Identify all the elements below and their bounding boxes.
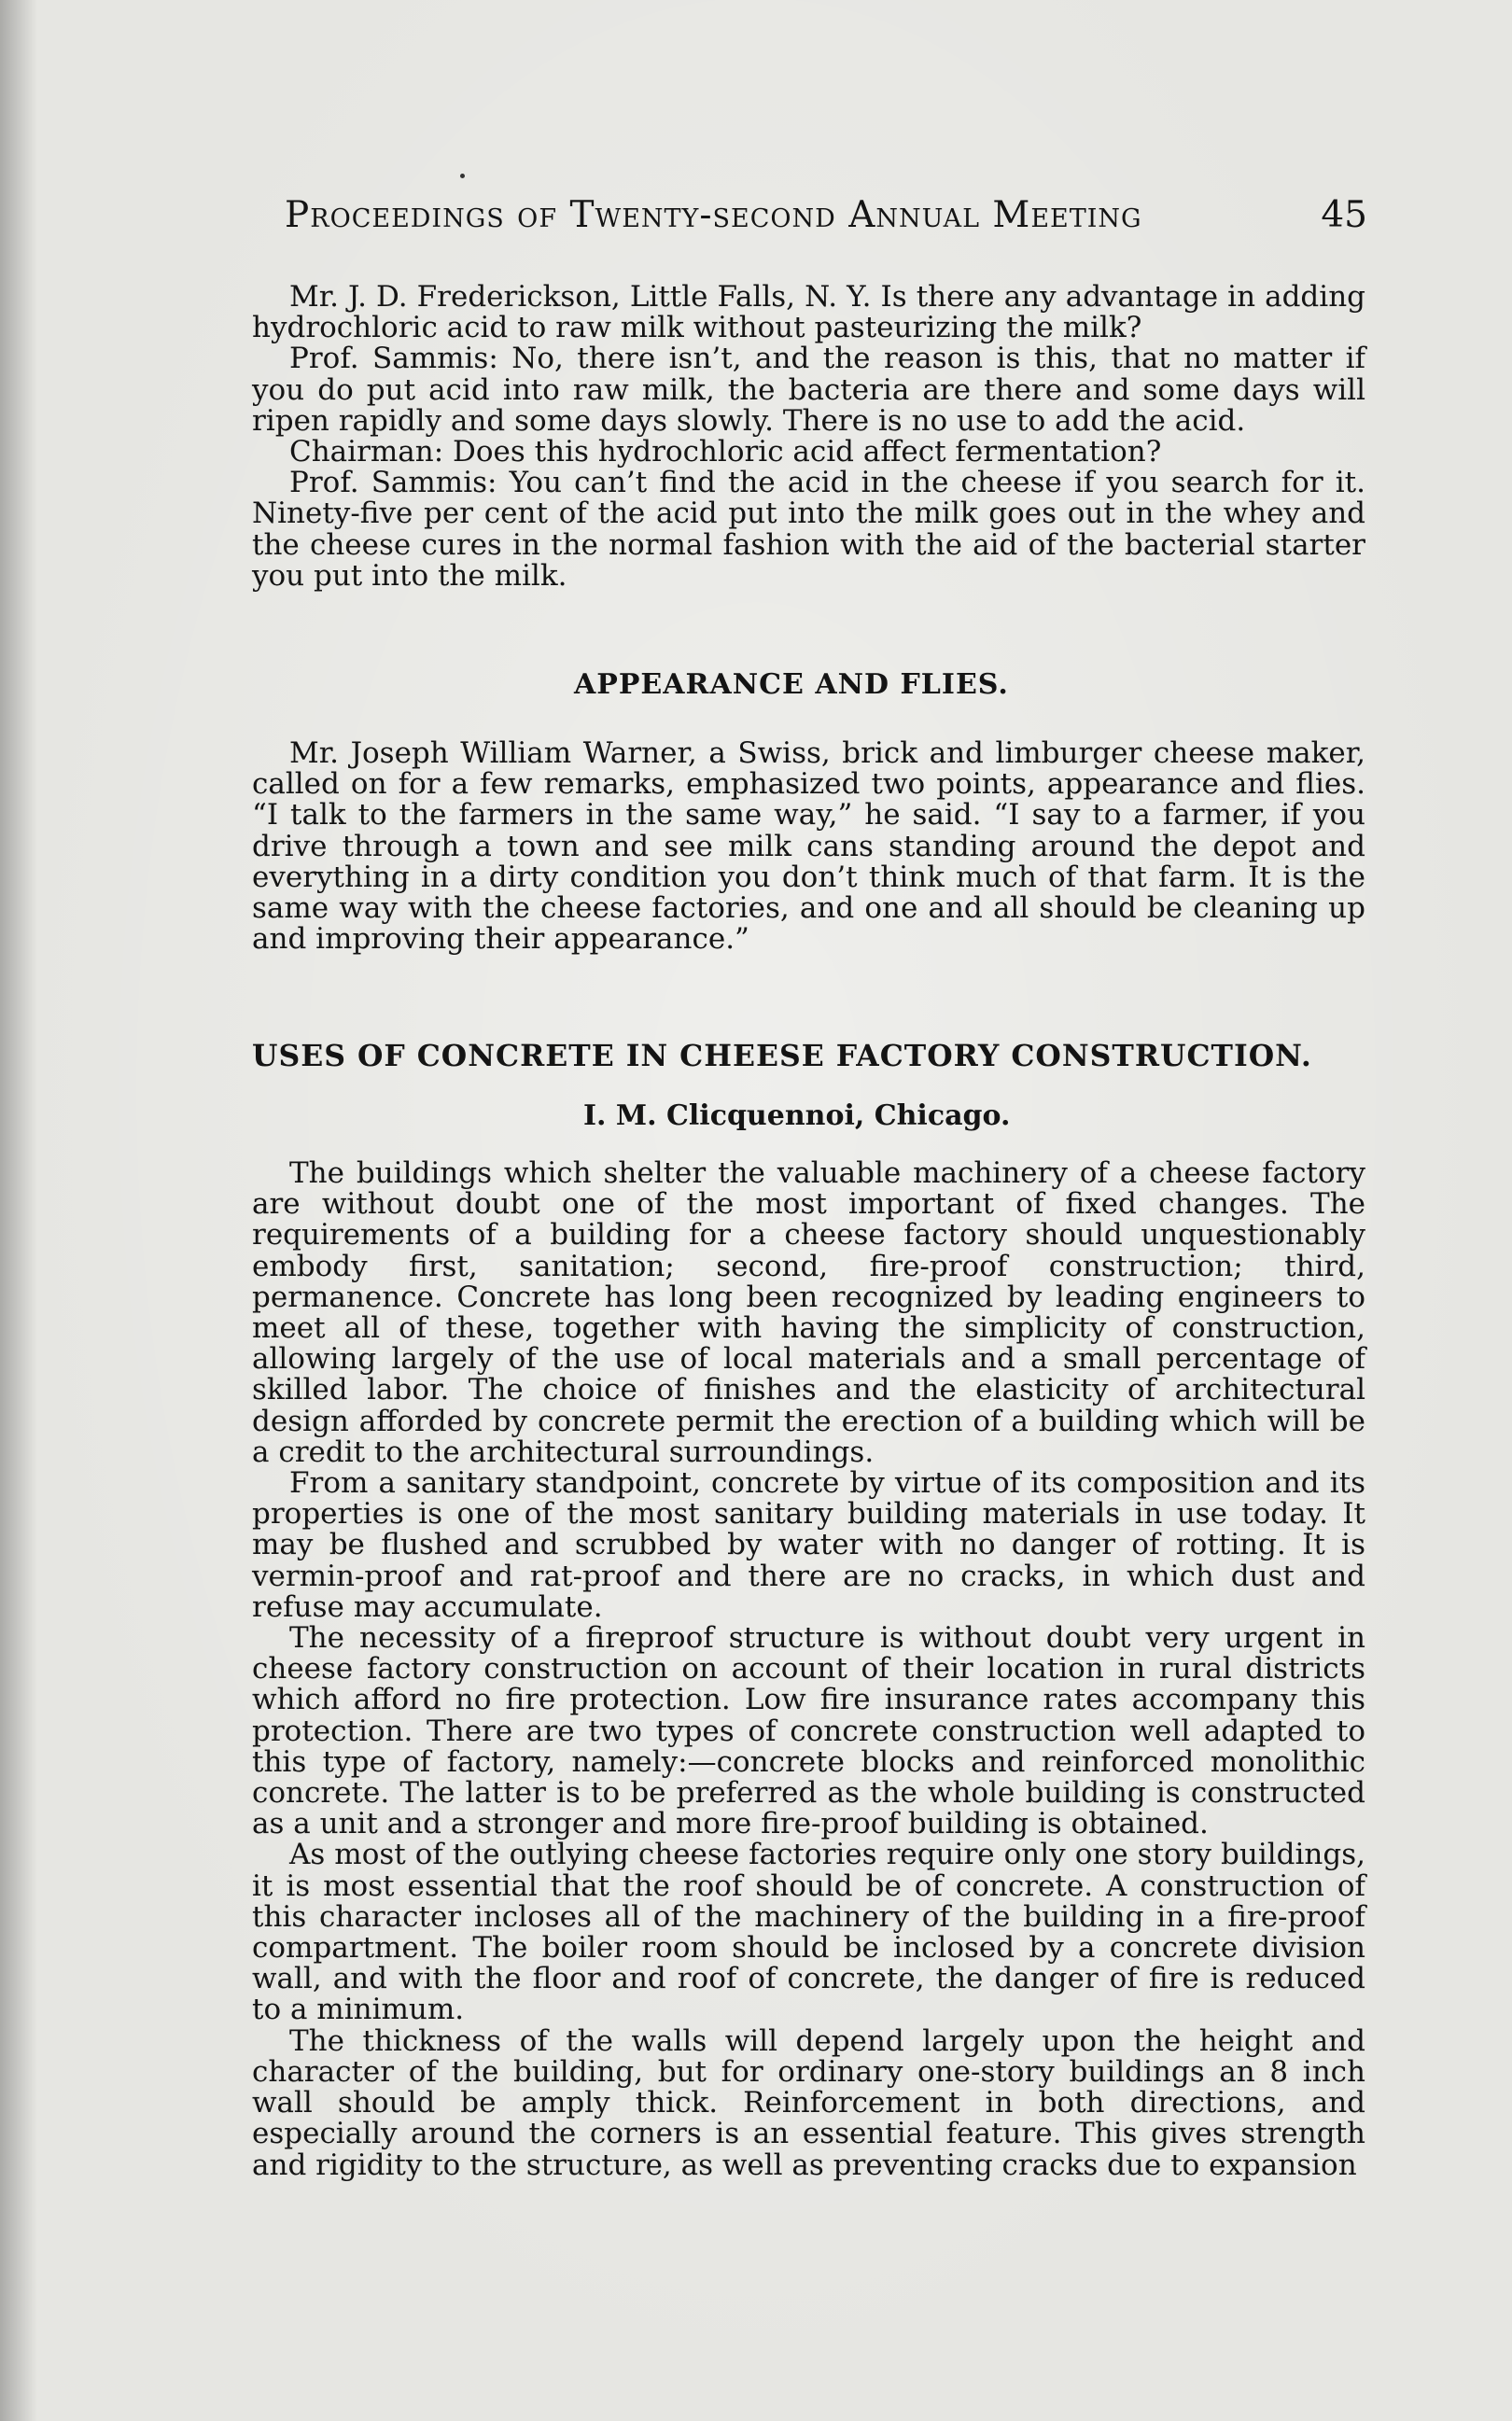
article-paragraph: As most of the outlying cheese factories require only one story buildings, it is most essential that the roof should be of concrete. A construction of this character incloses all of the machinery of the building in a fire-proof compartment. The boiler room should be inclosed by a concrete division wall, and with the floor and roof of concrete, the danger of fire is reduced to a minimum. [252, 1838, 1365, 2027]
discussion-paragraph: Mr. J. D. Frederickson, Little Falls, N. Y. Is there any advantage in adding hydrochloric acid to raw milk without pasteurizing the milk? [252, 280, 1365, 345]
article-paragraph: The necessity of a fireproof structure is without doubt very urgent in cheese factory construction on account of their location in rural districts which afford no fire protection. Low fire insurance rates accompany this protection. There are two types of concrete construction well adapted to this type of factory, namely:—concrete blocks and reinforced monolithic concrete. The latter is to be preferred as the whole building is constructed as a unit and a stronger and more fire-proof building is obtained. [252, 1621, 1365, 1841]
discussion-paragraph: Chairman: Does this hydrochloric acid affect fermentation? [289, 435, 1162, 469]
appearance-paragraph: Mr. Joseph William Warner, a Swiss, brick and limburger cheese maker, called on for a few remarks, emphasized two points, appearance and flies. “I talk to the farmers in the same way,” he said. “I say to a farmer, if you drive through a town and see milk cans standing around the depot and everything in a dirty condition you don’t think much of that farm. It is the same way with the cheese factories, and one and all should be cleaning up and improving their appearance.” [252, 736, 1365, 957]
section-heading-appearance: APPEARANCE AND FLIES. [574, 668, 1009, 701]
article-paragraph: The thickness of the walls will depend largely upon the height and character of the building, but for ordinary one-story buildings an 8 inch wall should be amply thick. Reinforcement in both directions, and especially around the corners is an essential feature. This gives strength and rigidity to the structure, as well as preventing cracks due to expansion [252, 2023, 1365, 2182]
page-number: 45 [1321, 194, 1367, 236]
article-author: I. M. Clicquennoi, Chicago. [583, 1099, 1011, 1132]
page-edge-shadow [0, 0, 37, 2421]
article-paragraph: From a sanitary standpoint, concrete by virtue of its composition and its properties is one of the most sanitary building materials in use today. It may be flushed and scrubbed by water with no danger of rotting. It is vermin-proof and rat-proof and there are no cracks, in which dust and refuse may accumulate. [252, 1466, 1365, 1624]
header-title: Proceedings of Twenty-second Annual Meeting [285, 194, 1142, 236]
discussion-paragraph: Prof. Sammis: You can’t find the acid in the cheese if you search for it. Ninety-five per cent of the acid put into the milk goes out in the whey and the cheese cures in the normal fashion with the aid of the bacterial starter you put into the milk. [252, 466, 1365, 593]
concrete-article-body [252, 1158, 1365, 2181]
article-paragraph: The buildings which shelter the valuable machinery of a cheese factory are without doubt one of the most important of fixed changes. The requirements of a building for a cheese factory should unquestionably embody first, sanitation; second, fire-proof construction; third, permanence. Concrete has long been recognized by leading engineers to meet all of these, together with having the simplicity of construction, allowing largely of the use of local materials and a small percentage of skilled labor. The choice of finishes and the elasticity of architectural design afforded by concrete permit the erection of a building which will be a credit to the architectural surroundings. [252, 1156, 1365, 1469]
section-heading-concrete: USES OF CONCRETE IN CHEESE FACTORY CONSTRUCTION. [252, 1039, 1312, 1073]
print-speck [460, 174, 465, 178]
running-header [285, 194, 1367, 241]
appearance-block [252, 738, 1365, 955]
discussion-block [252, 282, 1365, 592]
discussion-paragraph: Prof. Sammis: No, there isn’t, and the reason is this, that no matter if you do put acid into raw milk, the bacteria are there and some days will ripen rapidly and some days slowly. There is no use to add the acid. [252, 342, 1365, 438]
